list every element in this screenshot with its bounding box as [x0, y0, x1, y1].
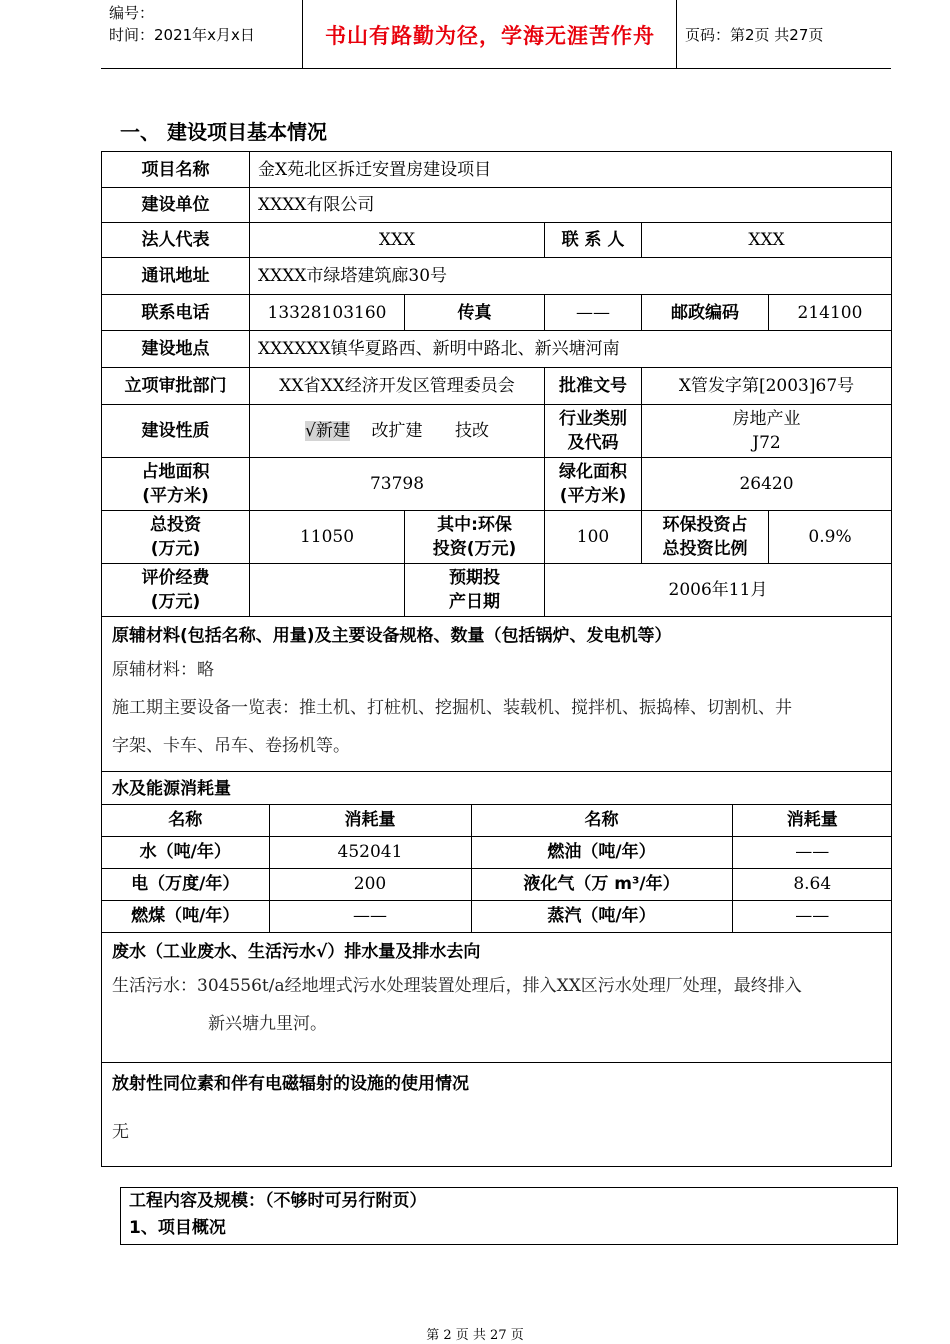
- wastewater-line: 新兴塘九里河。: [208, 1014, 327, 1034]
- energy-heading-cell: [102, 772, 892, 805]
- field-label: 项目名称: [102, 152, 250, 188]
- industry-name: 房地产业: [732, 409, 801, 429]
- field-label: 建设单位: [102, 188, 250, 223]
- label-line: 总投资: [150, 515, 201, 535]
- divider: [676, 0, 677, 68]
- header-motto: 书山有路勤为径，学海无涯苦作舟: [325, 24, 655, 48]
- label-line: (万元): [150, 592, 201, 612]
- nature-tech: 技改: [454, 421, 489, 441]
- mailing-address: XXXX市绿塔建筑廊30号: [250, 258, 892, 295]
- fax-number: ——: [545, 295, 642, 331]
- table-row: [102, 458, 892, 511]
- label-line: 投资(万元): [432, 539, 517, 559]
- phone-number: 13328103160: [250, 295, 405, 331]
- equipment-line: 施工期主要设备一览表：推土机、打桩机、挖掘机、装载机、搅拌机、振捣棒、切割机、井: [112, 698, 792, 718]
- field-label: [545, 458, 642, 511]
- energy-name: 水（吨/年）: [102, 836, 269, 868]
- field-label: 联 系 人: [545, 223, 642, 258]
- field-label: 立项审批部门: [102, 368, 250, 405]
- energy-name: 燃油（吨/年）: [471, 836, 732, 868]
- energy-row: [102, 836, 892, 868]
- energy-name: 燃煤（吨/年）: [102, 900, 269, 932]
- project-name: 金X苑北区拆迁安置房建设项目: [250, 152, 892, 188]
- field-label: [405, 564, 545, 617]
- time-label: 时间：2021年x月x日: [109, 26, 255, 44]
- header-page-info: 页码：第2页 共27页: [685, 26, 824, 44]
- label-line: 占地面积: [141, 462, 210, 482]
- energy-name: 电（万度/年）: [102, 868, 269, 900]
- field-label: [102, 511, 250, 564]
- table-row: [102, 405, 892, 458]
- materials-heading: 原辅材料(包括名称、用量)及主要设备规格、数量（包括锅炉、发电机等）: [112, 626, 672, 646]
- label-line: 其中:环保: [437, 515, 512, 535]
- materials-line: 原辅材料：略: [112, 660, 214, 680]
- green-area: 26420: [642, 458, 892, 511]
- number-label: 编号：: [109, 4, 155, 22]
- field-label: [102, 564, 250, 617]
- energy-table: [102, 805, 892, 932]
- col-header: 消耗量: [269, 805, 471, 836]
- table-row: [102, 933, 892, 1063]
- table-row: [102, 368, 892, 405]
- page-header: [101, 0, 891, 69]
- contact-person: XXX: [642, 223, 892, 258]
- approval-department: XX省XX经济开发区管理委员会: [250, 368, 545, 405]
- radiation-heading: 放射性同位素和伴有电磁辐射的设施的使用情况: [112, 1074, 469, 1094]
- radiation-value: 无: [112, 1122, 129, 1142]
- field-label: 建设性质: [102, 405, 250, 458]
- energy-value: 452041: [269, 836, 471, 868]
- table-row: [102, 331, 892, 368]
- land-area: 73798: [250, 458, 545, 511]
- energy-name: 蒸汽（吨/年）: [471, 900, 732, 932]
- table-row: [102, 1063, 892, 1167]
- label-line: 产日期: [449, 592, 500, 612]
- header-meta: [109, 2, 255, 46]
- label-line: (平方米): [559, 486, 627, 506]
- table-row: [102, 511, 892, 564]
- legal-representative: XXX: [250, 223, 545, 258]
- col-header: 消耗量: [786, 810, 838, 831]
- wastewater-section: [102, 933, 892, 1063]
- nature-new: √新建: [305, 421, 350, 441]
- work-item: 1、项目概况: [129, 1218, 226, 1238]
- field-label: 法人代表: [102, 223, 250, 258]
- field-label: 通讯地址: [102, 258, 250, 295]
- field-label: 传真: [405, 295, 545, 331]
- col-header: 名称: [102, 805, 269, 836]
- label-line: (平方米): [142, 486, 209, 506]
- env-investment-ratio: 0.9%: [769, 511, 892, 564]
- table-row: [102, 805, 892, 933]
- label-line: 绿化面积: [559, 462, 627, 482]
- label-line: 评价经费: [141, 568, 210, 588]
- table-row: [102, 564, 892, 617]
- page-footer: 第 2 页 共 27 页: [426, 1328, 524, 1343]
- work-title: 工程内容及规模：（不够时可另行附页）: [129, 1191, 427, 1211]
- project-info-table: [101, 151, 892, 1167]
- label-line: 及代码: [567, 433, 619, 453]
- table-row: [102, 772, 892, 805]
- label-line: 环保投资占: [662, 515, 748, 535]
- equipment-line: 字架、卡车、吊车、卷扬机等。: [112, 736, 350, 756]
- construction-unit: XXXX有限公司: [250, 188, 892, 223]
- field-label: [405, 511, 545, 564]
- field-label: 邮政编码: [642, 295, 769, 331]
- field-label: 建设地点: [102, 331, 250, 368]
- energy-value: ——: [732, 836, 892, 868]
- energy-value: ——: [732, 900, 892, 932]
- field-label: 联系电话: [102, 295, 250, 331]
- label-line: 行业类别: [559, 409, 627, 429]
- table-row: [102, 295, 892, 331]
- materials-section: [102, 617, 892, 772]
- field-label: [545, 405, 642, 458]
- divider: [302, 0, 303, 68]
- radiation-section: [102, 1063, 892, 1167]
- energy-row: [102, 868, 892, 900]
- energy-name: 液化气（万 m³/年）: [471, 868, 732, 900]
- field-label: [642, 511, 769, 564]
- field-label: [102, 458, 250, 511]
- table-row: [102, 617, 892, 772]
- table-row: [102, 152, 892, 188]
- industry-code: J72: [752, 433, 781, 453]
- energy-value: 8.64: [732, 868, 892, 900]
- wastewater-heading: 废水（工业废水、生活污水√）排水量及排水去向: [112, 942, 481, 962]
- col-header: 名称: [471, 805, 732, 836]
- table-row: [102, 188, 892, 223]
- construction-nature: [250, 405, 545, 458]
- env-investment: 100: [545, 511, 642, 564]
- industry-category: [642, 405, 892, 458]
- construction-site: XXXXXX镇华夏路西、新明中路北、新兴塘河南: [250, 331, 892, 368]
- label-line: (万元): [150, 539, 201, 559]
- work-content-box: [120, 1187, 898, 1245]
- expected-production-date: 2006年11月: [545, 564, 892, 617]
- nature-expand: 改扩建: [371, 421, 423, 441]
- energy-value: 200: [269, 868, 471, 900]
- wastewater-line: 生活污水：304556t/a经地埋式污水处理装置处理后，排入XX区污水处理厂处理，最终排入: [112, 976, 802, 996]
- energy-table-cell: [102, 805, 892, 933]
- section-title: 一、 建设项目基本情况: [120, 120, 327, 144]
- energy-heading: 水及能源消耗量: [112, 779, 231, 799]
- table-row: [102, 258, 892, 295]
- table-row: [102, 223, 892, 258]
- total-investment: 11050: [250, 511, 405, 564]
- approval-number: X管发字第[2003]67号: [642, 368, 892, 405]
- label-line: 总投资比例: [662, 539, 748, 559]
- energy-header-row: [102, 805, 892, 836]
- label-line: 预期投: [449, 568, 500, 588]
- energy-row: [102, 900, 892, 932]
- field-label: 批准文号: [545, 368, 642, 405]
- postcode: 214100: [769, 295, 892, 331]
- evaluation-fee: [250, 564, 405, 617]
- energy-value: ——: [269, 900, 471, 932]
